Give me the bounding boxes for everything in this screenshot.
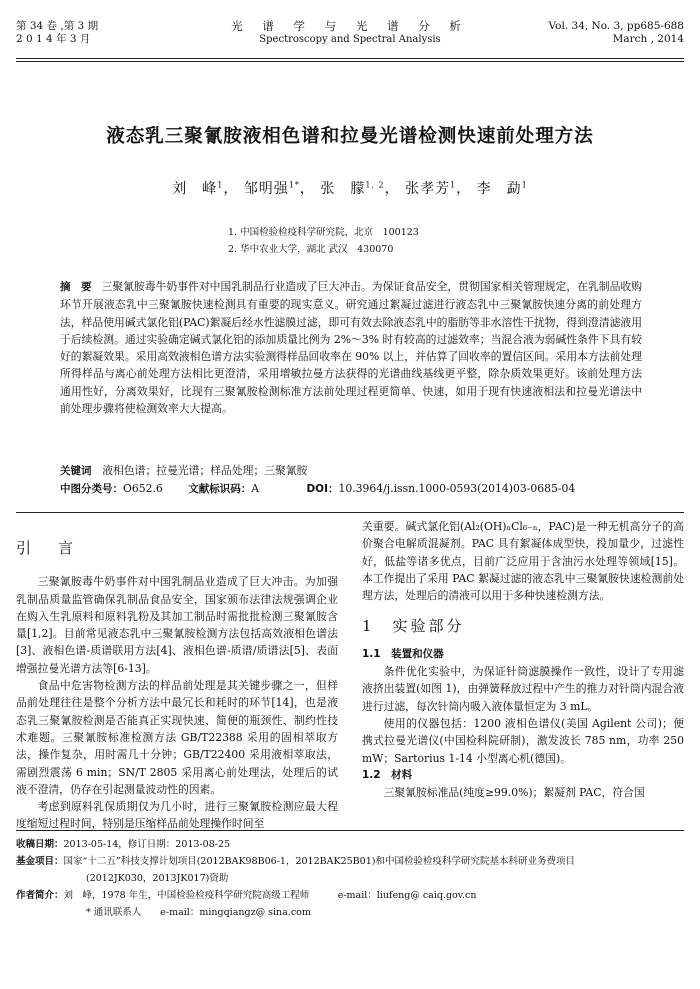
intro-paragraph-1: 三聚氰胺毒牛奶事件对中国乳制品业造成了巨大冲击。为加强乳制品质量监管确保乳制品食品安全，国家颁布法律法规强调企业在购入生乳原料和原料乳粉及其加工制品时需批批检测三聚氰胺含量[1,2]。目前常见液态乳中三聚氰胺检测方法包括高效液相色谱法[3]、液相色谱-质谱联用方法[4]、液相色谱-质谱/质谱法[5]、表面增强拉曼光谱方法等[6-13]。: [16, 575, 338, 675]
footnote: 收稿日期：2013-05-14，修订日期：2013-08-25 基金项目：国家“十二五”科技支撑计划项目(2012BAK98B06-1，2012BAK25B01)和中国检验检疫科学研究院基本科研业务费项目 (2012JK030，2013JK017)资助 作者简介：刘 峰，1978 年生，中国检验检疫科学研究院高级工程师 e-mail：liufeng@ caiq.gov.cn * 通讯联系人 e-mail：mingqiangz@ sina.com: [16, 836, 684, 921]
author: 邹明强: [243, 181, 289, 197]
right-paragraph-2: 条件优化实验中，为保证针筒滤膜操作一致性，设计了专用滤液挤出装置(如图 1)，由弹簧释放过程中产生的推力对针筒内混合液进行过滤，每次针筒内吸入液体量恒定为 3 mL。: [362, 665, 684, 713]
header-rule-thick: [16, 58, 684, 59]
doc-code: A: [251, 482, 260, 495]
doi: 10.3964/j.issn.1000-0593(2014)03-0685-04: [338, 482, 576, 495]
running-header: [16, 20, 684, 54]
author: 李 勐: [476, 181, 522, 197]
intro-paragraph-2: 食品中危害物检测方法的样品前处理是其关键步骤之一，但样品前处理往往是整个分析方法中最冗长和耗时的环节[14]，也是液态乳三聚氰胺检测是否能真正实现快速、简便的瓶颈性、制约性技术难题。三聚氰胺标准检测方法 GB/T22388 采用的固相萃取方法，操作复杂，用时需几十分钟；GB/T22400 采用液相萃取法，需剧烈震荡 6 min；SN/T 2805 采用离心前处理法，处理后的试液不澄清，仍存在引起测量波动性的因素。: [16, 679, 338, 796]
fund-info: 国家“十二五”科技支撑计划项目(2012BAK98B06-1，2012BAK25B01)和中国检验检疫科学研究院基本科研业务费项目: [63, 856, 575, 867]
right-paragraph-3: 使用的仪器包括：1200 液相色谱仪(美国 Agilent 公司)；便携式拉曼光谱仪(中国检科院研制)，激发波长 785 nm，功率 250 mW；Sartorius 1-14 小型离心机(德国)。: [362, 716, 684, 765]
journal-name: 光 谱 学 与 光 谱 分 析 Spectroscopy and Spectral Analysis: [231, 19, 469, 45]
section-rule: [16, 512, 684, 513]
paper-title: 液态乳三聚氰胺液相色谱和拉曼光谱检测快速前处理方法: [106, 126, 594, 147]
section-heading-intro: 引 言: [16, 539, 80, 557]
subsection-heading-materials: 1.2 材料: [362, 768, 413, 781]
volume-info-cn: 第 34 卷 ,第 3 期 2 0 1 4 年 3 月: [16, 20, 99, 45]
footnote-rule: [16, 830, 684, 831]
clc-number: O652.6: [123, 482, 163, 495]
right-paragraph-1: 关重要。碱式氯化铝(Al₂(OH)ₙCl₆₋ₙ，PAC)是一种无机高分子的高价聚合电解质混凝剂。PAC 具有絮凝体成型快，投加量少，过滤性好，低盐等诸多优点，目前广泛应用于含油污水处理等领域[15]。本工作提出了采用 PAC 絮凝过滤的液态乳中三聚氰胺快速检测前处理方法，处理后的清液可以用于多种快速检测方法。: [362, 520, 684, 603]
affiliations: 1. 中国检验检疫科学研究院，北京 100123 2. 华中农业大学，湖北 武汉 430070: [228, 227, 419, 255]
author-list: 刘 峰$^1$， 邹明强$^{1*}$， 张 朦$^{1, 2}$， 张孝芳$^1$， 李 勐$^1$: [172, 180, 528, 197]
keywords-text: 液相色谱；拉曼光谱；样品处理；三聚氰胺: [102, 464, 308, 477]
corresponding-author: * 通讯联系人 e-mail：mingqiangz@ sina.com: [86, 907, 311, 918]
author-bio: 刘 峰，1978 年生，中国检验检疫科学研究院高级工程师 e-mail：liufeng@ caiq.gov.cn: [63, 890, 477, 901]
subsection-heading-apparatus: 1.1 装置和仪器: [362, 647, 444, 660]
abstract: [60, 278, 642, 417]
author: 张孝芳: [405, 181, 451, 197]
volume-info-en: Vol. 34, No. 3, pp685-688 March , 2014: [548, 20, 684, 45]
left-column: [16, 540, 338, 833]
right-paragraph-4: 三聚氰胺标准品(纯度≥99.0%)；絮凝剂 PAC，符合国: [383, 786, 645, 800]
keywords-label: 关键词: [60, 465, 92, 477]
section-heading-experimental: 1 实验部分: [362, 617, 465, 636]
author: 张 朦: [320, 181, 366, 197]
author: 刘 峰: [172, 181, 218, 197]
abstract-text: 三聚氰胺毒牛奶事件对中国乳制品行业造成了巨大冲击。为保证食品安全，贯彻国家相关管理规定，在乳制品收购环节开展液态乳中三聚氰胺快速检测具有重要的现实意义。研究通过絮凝过滤进行液态乳中三聚氰胺快速分离的前处理方法，样品使用碱式氯化铝(PAC)絮凝后经水性滤膜过滤，即可有效去除液态乳中的脂肪等非水溶性干扰物，得到澄清滤液用于后续检测。通过实验确定碱式氯化铝的添加质量比例为 2%～3% 时有较高的过滤效率；当混合液为弱碱性条件下具有较好的絮凝效果。采用高效液相色谱方法实验测得样品回收率在 90% 以上，并估算了回收率的置信区间。采用本方法前处理所得样品与离心前处理方法相比更澄清，采用增敏拉曼方法获得的光谱曲线基线更平整，除杂质效果更好。该前处理方法通用性好，分离效果好，比现有三聚氰胺检测标准方法前处理过程更简单、快速，如用于现有快速液相法和拉曼光谱法中前处理步骤将使检测效率大大提高。: [60, 280, 643, 416]
intro-paragraph-3: 考虑到原料乳保质期仅为几小时，进行三聚氰胺检测应最大程度缩短过程时间，特别是压缩样品前处理操作时间至: [16, 800, 338, 831]
received-dates: 2013-05-14，修订日期：2013-08-25: [63, 839, 231, 850]
right-column: [362, 518, 684, 801]
abstract-label: 摘 要: [60, 281, 92, 293]
header-rule-thin: [16, 61, 684, 62]
keywords-block: 关键词 液相色谱；拉曼光谱；样品处理；三聚氰胺 中图分类号：O652.6 文献标识码：A DOI：10.3964/j.issn.1000-0593(2014)03-0685-04: [60, 464, 576, 495]
